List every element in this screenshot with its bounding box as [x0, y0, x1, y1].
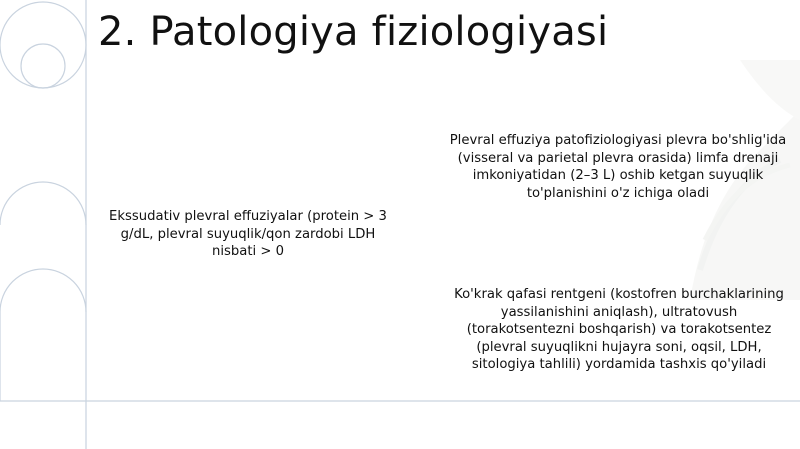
diagnosis-text: Ko'krak qafasi rentgeni (kostofren burchaklarining yassilanishini aniqlash), ultratovush (torakotsentezni boshqarish) va torakotsentez (plevral suyuqlikni hujayra soni, oqsil, LDH, sitologiya tahlili) yordamida tashxis qo'yiladi: [454, 287, 784, 372]
exudate-text: Ekssudativ plevral effuziyalar (protein > 3 g/dL, plevral suyuqlik/qon zardobi LDH nisbati > 0: [109, 209, 387, 259]
slide-title: 2. Patologiya fiziologiyasi: [98, 9, 609, 55]
deco-arch-upper: [0, 182, 86, 225]
mechanism-text: Plevral effuziya patofiziologiyasi plevra bo'shlig'ida (visseral va parietal plevra orasida) limfa drenaji imkoniyatidan (2–3 L) oshib ketgan suyuqlik to'planishini o'z ichiga oladi: [449, 133, 787, 201]
deco-circle-small: [21, 44, 65, 88]
deco-arch-lower: [0, 269, 86, 312]
deco-circle-large: [0, 2, 86, 88]
